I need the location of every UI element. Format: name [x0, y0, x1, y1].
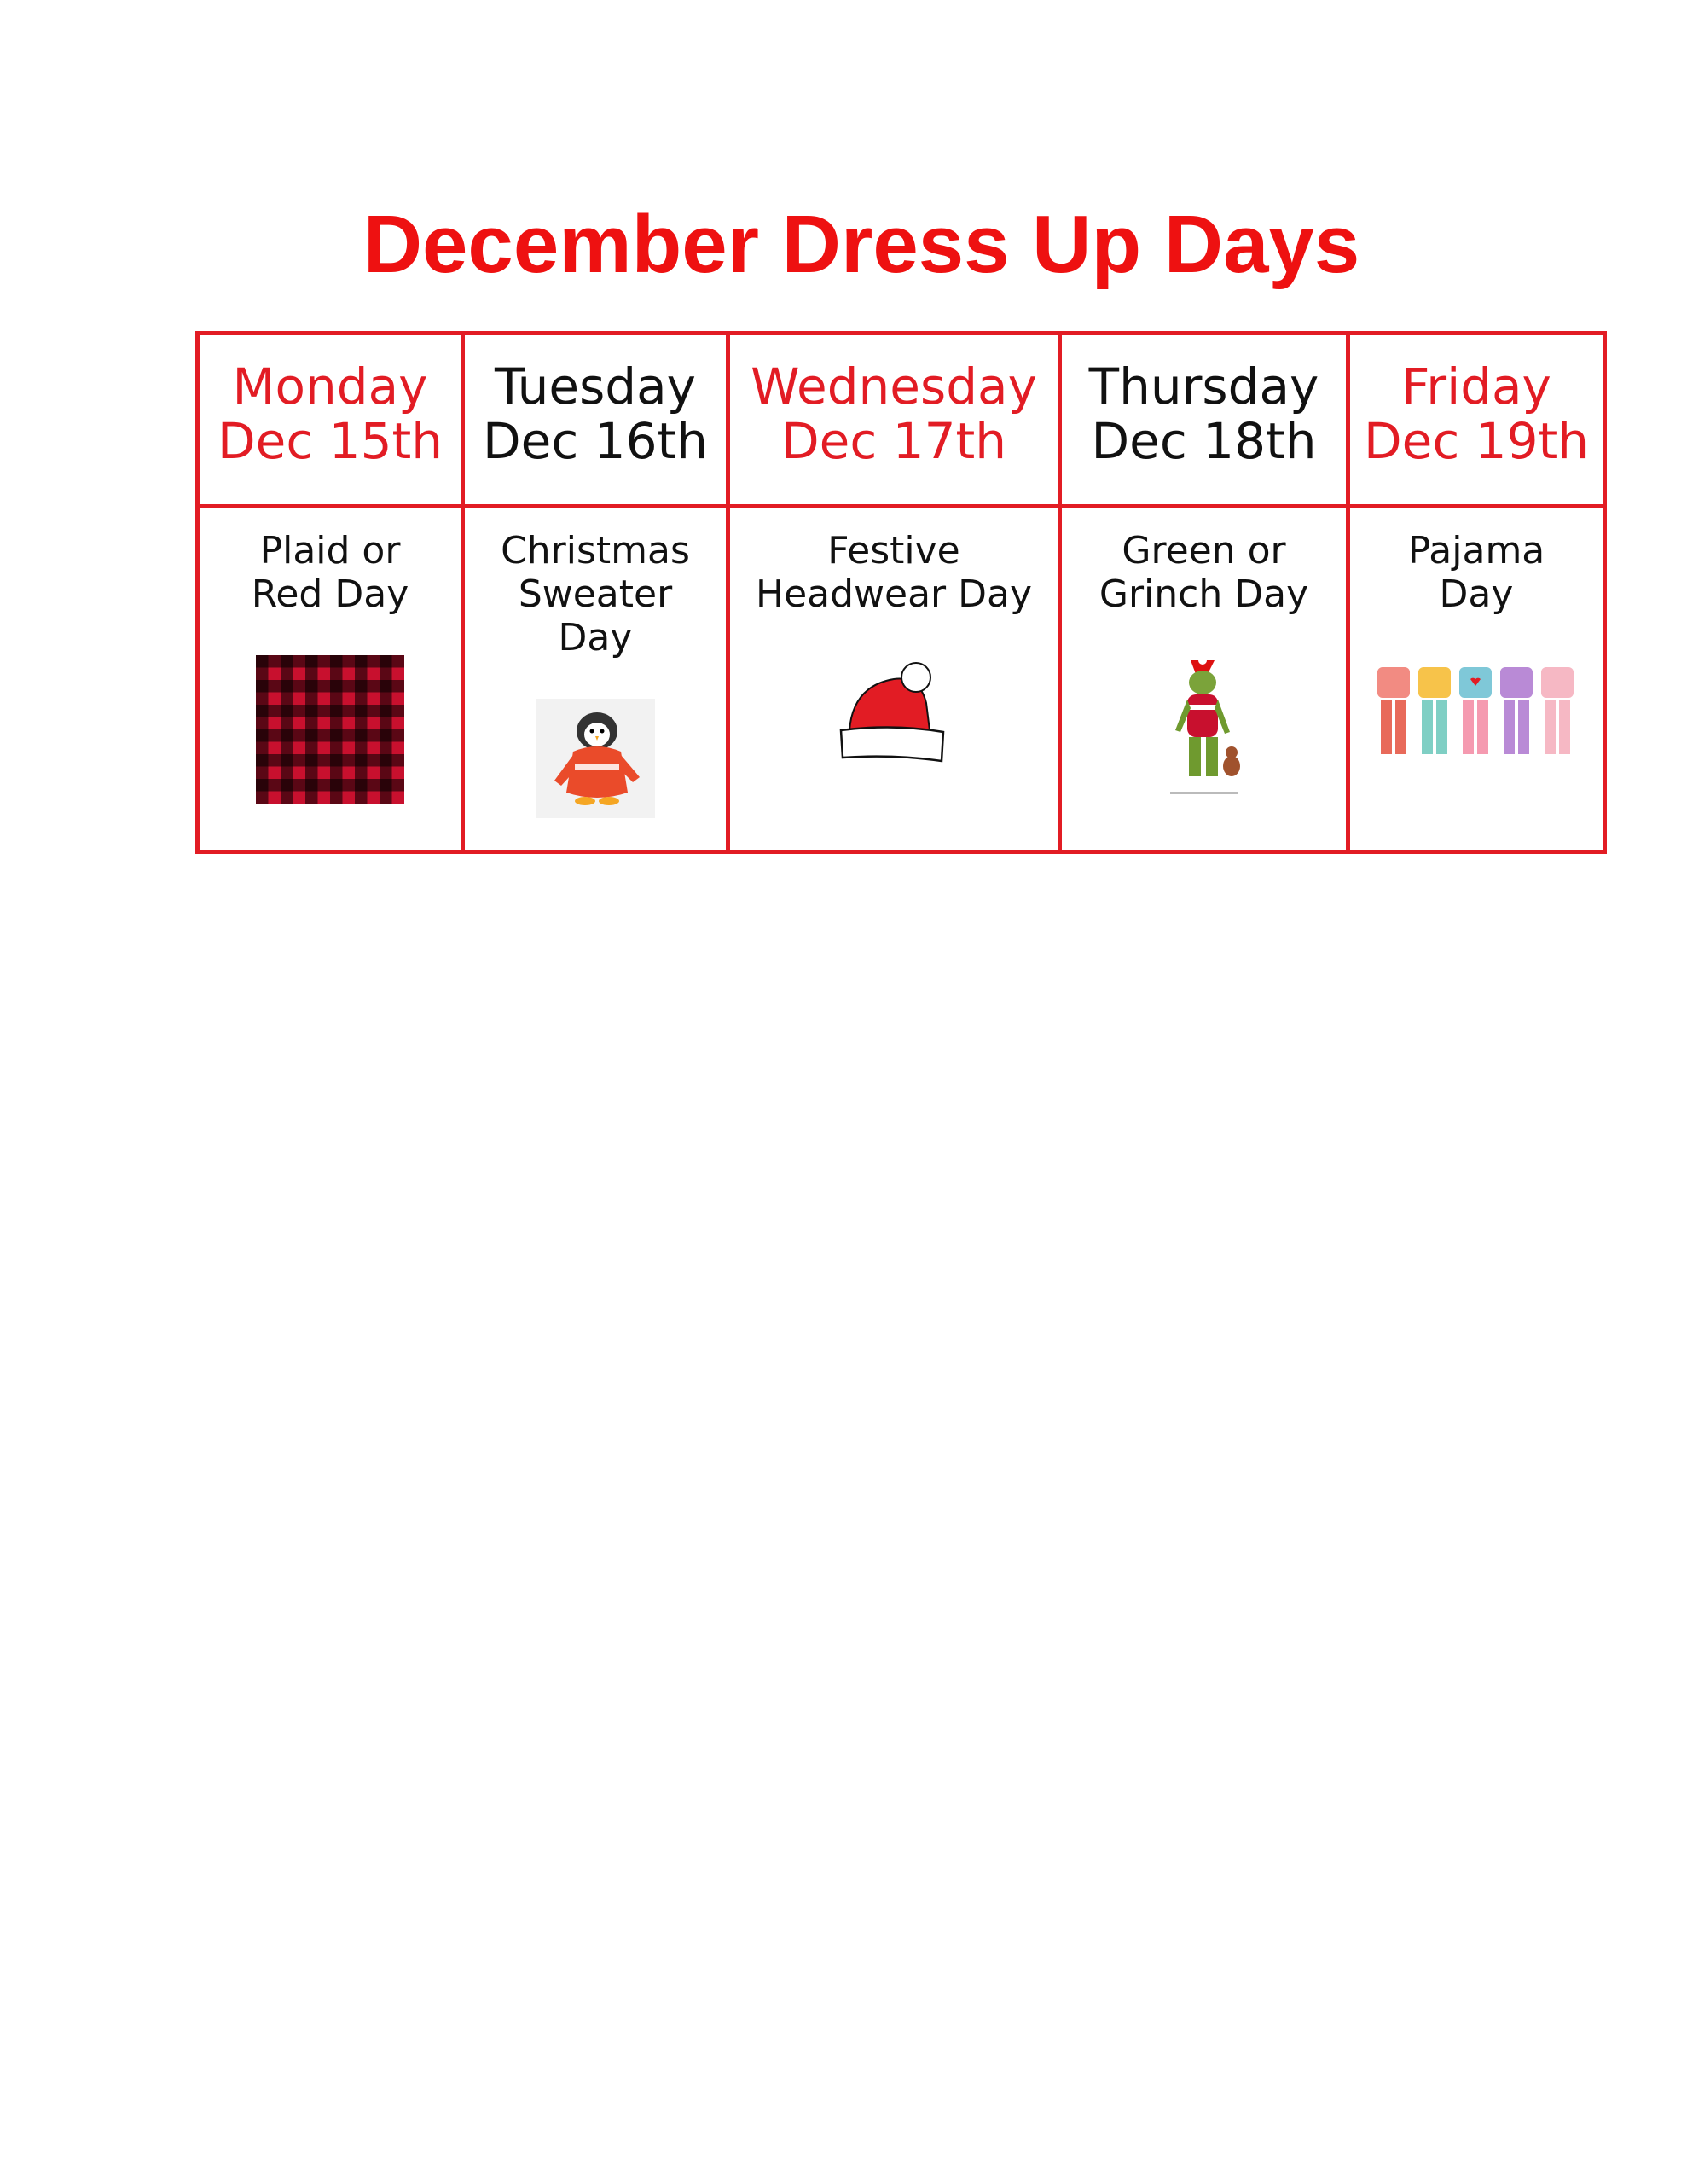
theme-label: Plaid or Red Day [251, 529, 409, 616]
day-date: Dec 15th [217, 412, 443, 470]
day-header-monday [198, 334, 463, 507]
day-date: Dec 19th [1364, 412, 1589, 470]
day-name: Friday [1401, 357, 1551, 415]
buffalo-plaid-icon [256, 655, 404, 804]
day-header-tuesday [463, 334, 728, 507]
day-name: Thursday [1088, 357, 1319, 415]
theme-label: Pajama Day [1407, 529, 1545, 616]
theme-label: Christmas Sweater Day [501, 529, 690, 659]
pajamas-icon [1374, 667, 1579, 761]
grinch-icon [1136, 655, 1272, 800]
day-name: Tuesday [495, 357, 696, 415]
penguin-sweater-icon [536, 699, 655, 818]
theme-label: Festive Headwear Day [755, 529, 1033, 616]
dress-up-schedule-table [195, 331, 1607, 854]
santa-hat-icon [834, 660, 954, 771]
theme-cell-wednesday [728, 507, 1060, 852]
theme-row [198, 507, 1605, 852]
day-name: Monday [232, 357, 428, 415]
day-date: Dec 17th [781, 412, 1006, 470]
day-header-row [198, 334, 1605, 507]
theme-cell-tuesday [463, 507, 728, 852]
theme-cell-friday [1348, 507, 1605, 852]
day-header-thursday [1060, 334, 1348, 507]
day-header-friday [1348, 334, 1605, 507]
theme-label: Green or Grinch Day [1099, 529, 1309, 616]
page-title: December Dress Up Days [362, 199, 1360, 290]
day-date: Dec 18th [1091, 412, 1317, 470]
day-header-wednesday [728, 334, 1060, 507]
theme-cell-monday [198, 507, 463, 852]
theme-cell-thursday [1060, 507, 1348, 852]
day-date: Dec 16th [483, 412, 708, 470]
day-name: Wednesday [751, 357, 1037, 415]
